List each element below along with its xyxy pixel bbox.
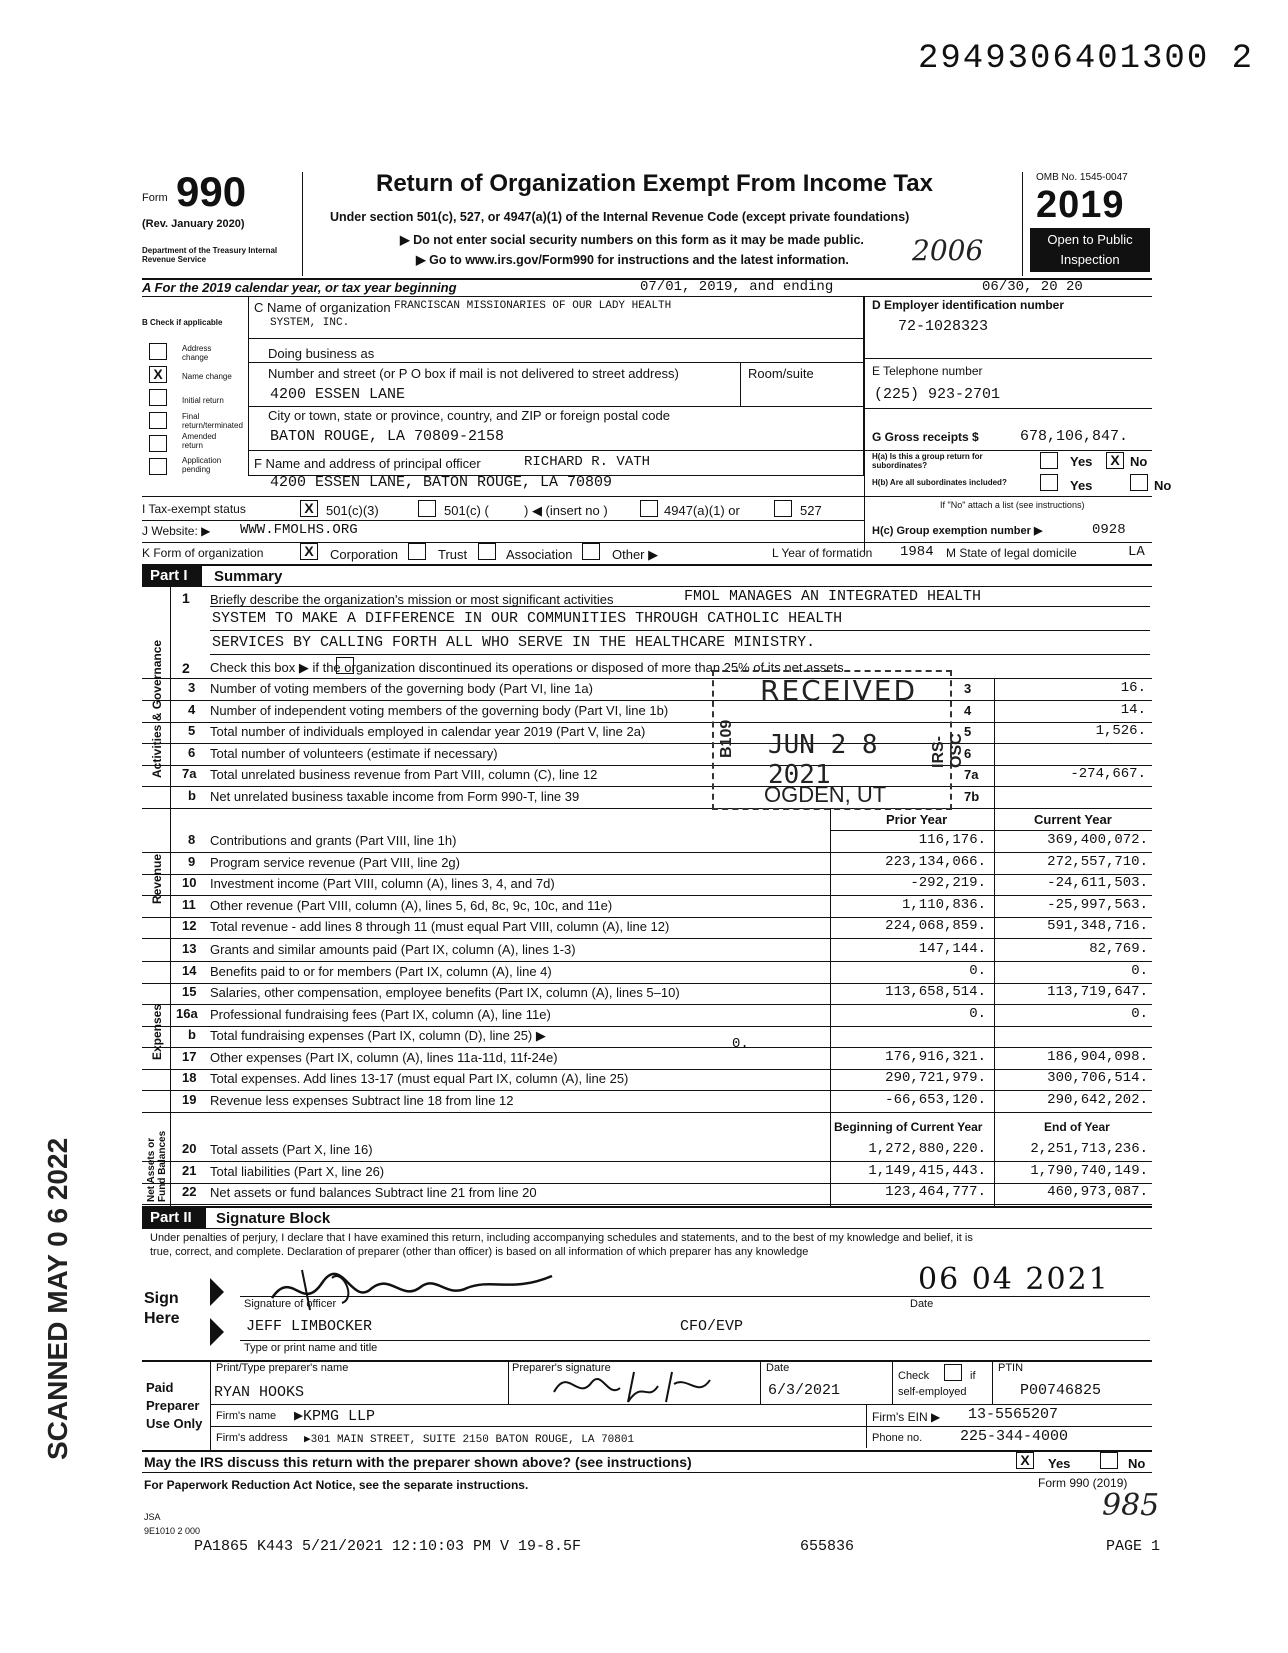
rev-current-value: 272,557,710. xyxy=(1047,853,1148,870)
rev-line-label: Investment income (Part VIII, column (A), lines 3, 4, and 7d) xyxy=(210,876,555,891)
gov-line-label: Total unrelated business revenue from Part VIII, column (C), line 12 xyxy=(210,767,598,782)
discontinued-checkbox[interactable] xyxy=(336,657,354,674)
exp-prior-value: 113,658,514. xyxy=(885,984,986,1000)
principal-officer-label: F Name and address of principal officer xyxy=(254,456,481,471)
firm-ein-value: 13-5565207 xyxy=(968,1406,1059,1423)
exp-line-label: Total expenses. Add lines 13-17 (must equal Part IX, column (A), line 25) xyxy=(210,1071,629,1086)
net-line-label: Net assets or fund balances Subtract line 21 from line 20 xyxy=(210,1185,537,1200)
sign-arrow-1 xyxy=(210,1278,224,1306)
year-formation-label: L Year of formation xyxy=(772,546,873,560)
gov-line-number: b xyxy=(188,787,196,803)
amended-return-label: Amended return xyxy=(182,432,217,450)
gov-line-label: Number of independent voting members of the governing body (Part VI, line 1b) xyxy=(210,702,669,718)
rev-prior-value: 1,110,836. xyxy=(901,896,986,913)
ein-value: 72-1028323 xyxy=(898,318,989,335)
rev-line-number: 9 xyxy=(188,853,196,869)
firm-name: ▶KPMG LLP xyxy=(294,1408,376,1425)
gross-receipts-label: G Gross receipts $ xyxy=(872,430,979,444)
irsosc-text: IRS-OSC xyxy=(930,733,965,768)
net-prior-value: 1,272,880,220. xyxy=(868,1141,986,1157)
website-value: WWW.FMOLHS.ORG xyxy=(240,522,358,538)
exp-current-value: 82,769. xyxy=(1089,941,1148,957)
hc-label: H(c) Group exemption number ▶ xyxy=(872,525,1043,537)
eoy-header: End of Year xyxy=(1044,1120,1110,1134)
corporation-label: Corporation xyxy=(330,547,398,562)
preparer-label: Preparer xyxy=(146,1398,200,1413)
rev-prior-value: 223,134,066. xyxy=(885,853,986,870)
rev-prior-value: -292,219. xyxy=(910,875,986,891)
exp-prior-value: 147,144. xyxy=(918,941,986,957)
net-line-number: 21 xyxy=(182,1162,197,1178)
check-label: Check xyxy=(898,1370,930,1382)
527-checkbox[interactable] xyxy=(774,500,792,517)
form-subtitle: Under section 501(c), 527, or 4947(a)(1) of the Internal Revenue Code (except private foundations) xyxy=(330,210,910,224)
net-line-label: Total assets (Part X, line 16) xyxy=(210,1142,373,1157)
gov-line-value: 1,526. xyxy=(1095,723,1146,739)
boy-header: Beginning of Current Year xyxy=(834,1120,983,1134)
exp-line-number: 16a xyxy=(176,1005,198,1021)
exp-line-number: 13 xyxy=(182,941,197,956)
final-return-checkbox[interactable] xyxy=(149,412,167,429)
officer-signature-drawing xyxy=(262,1258,562,1321)
side-activities-governance: Activities & Governance xyxy=(150,639,164,778)
dba-label: Doing business as xyxy=(268,346,375,361)
ha-no-label: No xyxy=(1130,454,1148,469)
use-only-label: Use Only xyxy=(146,1416,203,1431)
batch-number: 655836 xyxy=(800,1538,855,1555)
hb-no-label: No xyxy=(1154,478,1172,493)
line2-number: 2 xyxy=(182,660,190,676)
exp-line-label: Revenue less expenses Subtract line 18 from line 12 xyxy=(210,1092,514,1108)
part2-bar: Part II xyxy=(142,1208,206,1228)
open-to-public-badge xyxy=(1030,228,1150,272)
side-revenue: Revenue xyxy=(150,853,164,904)
application-pending-label: Application pending xyxy=(182,456,222,474)
fundraising-total-value: 0. xyxy=(732,1036,749,1052)
ha-yes-checkbox[interactable] xyxy=(1040,452,1058,469)
received-stamp xyxy=(712,670,965,810)
gov-line-number: 7a xyxy=(182,766,197,781)
sign-label: Sign xyxy=(144,1290,179,1307)
handwritten-985: 985 xyxy=(1102,1488,1160,1523)
other-checkbox[interactable] xyxy=(582,543,600,560)
address-change-checkbox[interactable] xyxy=(149,343,167,360)
exp-line-number: 18 xyxy=(182,1070,197,1085)
principal-officer-address: 4200 ESSEN LANE, BATON ROUGE, LA 70809 xyxy=(270,474,613,491)
rev-current-value: 591,348,716. xyxy=(1047,918,1148,934)
state-domicile-label: M State of legal domicile xyxy=(946,546,1077,560)
side-expenses: Expenses xyxy=(150,1003,164,1060)
gov-line-label: Net unrelated business taxable income from Form 990-T, line 39 xyxy=(210,788,580,804)
ogden-text: OGDEN, UT xyxy=(764,782,887,807)
check-applicable-label: B Check if applicable xyxy=(142,318,223,327)
jsa-label: JSA xyxy=(144,1512,161,1522)
line1-number: 1 xyxy=(182,590,190,606)
room-suite-label: Room/suite xyxy=(748,366,814,381)
rev-current-value: -24,611,503. xyxy=(1047,875,1148,891)
exp-line-number: b xyxy=(188,1027,196,1042)
org-form-label: K Form of organization xyxy=(142,546,264,560)
exp-line-label: Professional fundraising fees (Part IX, column (A), line 11e) xyxy=(210,1006,551,1022)
document-id: 2949306401300 2 xyxy=(918,40,1255,78)
preparer-date-label: Date xyxy=(766,1362,790,1374)
exp-prior-value: -66,653,120. xyxy=(885,1091,986,1108)
form-reference: Form 990 (2019) xyxy=(1038,1476,1128,1490)
exp-line-number: 14 xyxy=(182,962,197,978)
part2-title: Signature Block xyxy=(216,1210,331,1227)
hb-yes-checkbox[interactable] xyxy=(1040,474,1058,491)
open-line2: Inspection xyxy=(1060,252,1120,267)
hc-value: 0928 xyxy=(1092,522,1126,538)
rev-prior-value: 116,176. xyxy=(918,832,986,848)
ssn-notice: ▶ Do not enter social security numbers on this form as it may be made public. xyxy=(400,233,864,247)
sign-date-label: Date xyxy=(910,1298,934,1310)
line-a-label: A For the 2019 calendar year, or tax year beginning xyxy=(142,280,457,295)
gov-line-number: 4 xyxy=(188,701,196,717)
perjury-line2: true, correct, and complete. Declaration of preparer (other than officer) is based on all information of which preparer has any knowledge xyxy=(150,1246,809,1258)
exp-current-value: 186,904,098. xyxy=(1047,1048,1148,1065)
city-address: BATON ROUGE, LA 70809-2158 xyxy=(270,428,505,445)
scanned-stamp: SCANNED MAY 0 6 2022 xyxy=(42,1137,73,1460)
phone-label: Phone no. xyxy=(872,1432,923,1444)
principal-officer-name: RICHARD R. VATH xyxy=(524,454,651,470)
rev-prior-value: 224,068,859. xyxy=(885,918,986,934)
association-checkbox[interactable] xyxy=(478,543,496,560)
association-label: Association xyxy=(506,547,573,562)
paid-label: Paid xyxy=(146,1380,174,1395)
exp-current-value: 290,642,202. xyxy=(1047,1091,1148,1108)
exp-line-label: Benefits paid to or for members (Part IX, column (A), line 4) xyxy=(210,963,552,979)
501c-label: 501(c) ( xyxy=(444,503,489,518)
address-change-label: Address change xyxy=(182,344,212,362)
firm-ein-label: Firm's EIN ▶ xyxy=(872,1410,941,1424)
exp-prior-value: 176,916,321. xyxy=(885,1048,986,1065)
net-current-value: 460,973,087. xyxy=(1047,1184,1148,1200)
net-line-number: 20 xyxy=(182,1141,197,1156)
application-pending-checkbox[interactable] xyxy=(149,458,167,475)
corporation-checkbox[interactable]: X xyxy=(300,543,318,560)
tax-year-begin: 07/01, 2019, and ending xyxy=(640,279,834,295)
501c3-label: 501(c)(3) xyxy=(326,503,379,518)
gov-line-key: 7a xyxy=(964,767,979,782)
gov-line-key: 5 xyxy=(964,724,972,739)
rev-line-label: Program service revenue (Part VIII, line 2g) xyxy=(210,854,460,870)
preparer-signature-label: Preparer's signature xyxy=(512,1362,611,1374)
rev-line-label: Total revenue - add lines 8 through 11 (must equal Part VIII, column (A), line 12) xyxy=(210,919,670,934)
city-label: City or town, state or province, country, and ZIP or foreign postal code xyxy=(268,408,670,423)
firm-address-label: Firm's address xyxy=(216,1432,288,1444)
ptin-value: P00746825 xyxy=(1020,1382,1102,1399)
gov-line-key: 7b xyxy=(964,788,980,804)
hb-yes-label: Yes xyxy=(1070,478,1093,493)
signer-name: JEFF LIMBOCKER xyxy=(246,1318,373,1335)
name-change-checkbox[interactable]: X xyxy=(149,366,167,383)
org-name-line2: SYSTEM, INC. xyxy=(270,317,350,329)
discuss-question: May the IRS discuss this return with the preparer shown above? (see instructions) xyxy=(144,1454,692,1470)
exp-line-number: 17 xyxy=(182,1048,197,1064)
rev-line-label: Contributions and grants (Part VIII, line 1h) xyxy=(210,833,457,848)
received-date: JUN 2 8 2021 xyxy=(768,730,878,790)
rev-line-number: 10 xyxy=(182,875,197,890)
line1-label: Briefly describe the organization's mission or most significant activities xyxy=(210,592,614,607)
self-employed-checkbox[interactable] xyxy=(944,1364,962,1381)
exp-current-value: 0. xyxy=(1131,962,1148,979)
open-line1: Open to Public xyxy=(1047,232,1133,247)
line2-label: Check this box ▶ if the organization discontinued its operations or disposed of more than 25% of its net assets xyxy=(210,660,844,675)
exp-current-value: 0. xyxy=(1131,1005,1148,1022)
street-label: Number and street (or P O box if mail is not delivered to street address) xyxy=(268,366,679,381)
rev-line-number: 11 xyxy=(182,896,196,912)
b109-text: B109 xyxy=(718,719,735,758)
mission-line2: SYSTEM TO MAKE A DIFFERENCE IN OUR COMMUNITIES THROUGH CATHOLIC HEALTH xyxy=(212,610,843,627)
exp-prior-value: 290,721,979. xyxy=(885,1070,986,1086)
tax-exempt-label: I Tax-exempt status xyxy=(142,502,246,516)
part1-title: Summary xyxy=(214,568,283,585)
part1-bar: Part I xyxy=(142,566,202,586)
exp-current-value: 113,719,647. xyxy=(1047,984,1148,1000)
perjury-line1: Under penalties of perjury, I declare that I have examined this return, including accompanying schedules and statements, and to the best of my knowledge and belief, it is xyxy=(150,1232,973,1244)
net-line-number: 22 xyxy=(182,1184,197,1199)
initial-return-label: Initial return xyxy=(182,396,224,405)
initial-return-checkbox[interactable] xyxy=(149,389,167,406)
gov-line-key: 4 xyxy=(964,702,972,718)
gov-line-number: 6 xyxy=(188,744,196,760)
ha-yes-label: Yes xyxy=(1070,454,1093,469)
paperwork-notice: For Paperwork Reduction Act Notice, see the separate instructions. xyxy=(144,1478,529,1492)
gov-line-value: 14. xyxy=(1120,701,1146,718)
self-employed-label: self-employed xyxy=(898,1386,967,1398)
discuss-no-checkbox[interactable] xyxy=(1100,1452,1118,1469)
net-current-value: 1,790,740,149. xyxy=(1030,1162,1148,1179)
exp-prior-value: 0. xyxy=(969,962,986,979)
mission-line1: FMOL MANAGES AN INTEGRATED HEALTH xyxy=(684,588,982,605)
org-name-label: C Name of organization xyxy=(254,300,391,315)
gov-line-label: Total number of volunteers (estimate if necessary) xyxy=(210,745,498,761)
omb-number: OMB No. 1545-0047 xyxy=(1036,172,1128,183)
form-title: Return of Organization Exempt From Income Tax xyxy=(376,170,933,197)
ein-label: D Employer identification number xyxy=(872,298,1065,312)
org-name-line1: FRANCISCAN MISSIONARIES OF OUR LADY HEALTH xyxy=(394,300,672,312)
street-address: 4200 ESSEN LANE xyxy=(270,386,406,403)
telephone-label: E Telephone number xyxy=(872,364,983,378)
exp-current-value: 300,706,514. xyxy=(1047,1070,1148,1086)
exp-line-number: 15 xyxy=(182,984,197,999)
signer-title: CFO/EVP xyxy=(680,1318,744,1335)
hb-label: H(b) Are all subordinates included? xyxy=(872,478,1007,487)
501c3-checkbox[interactable]: X xyxy=(300,500,318,517)
trust-label: Trust xyxy=(438,547,468,562)
tax-year: 2019 xyxy=(1036,184,1125,226)
website-label: J Website: ▶ xyxy=(142,524,211,538)
final-return-label: Final return/terminated xyxy=(182,412,243,430)
jsa-code: 9E1010 2 000 xyxy=(144,1526,201,1536)
form-word: Form xyxy=(142,192,168,204)
form-revision: (Rev. January 2020) xyxy=(142,218,245,230)
gov-line-value: 16. xyxy=(1120,680,1146,696)
tax-year-end: 06/30, 20 20 xyxy=(982,279,1083,295)
state-domicile-value: LA xyxy=(1128,544,1145,560)
4947-label: 4947(a)(1) or xyxy=(664,503,740,518)
form-number: 990 xyxy=(176,168,247,215)
exp-line-label: Other expenses (Part IX, column (A), lines 11a-11d, 11f-24e) xyxy=(210,1049,558,1065)
firm-name-label: Firm's name xyxy=(216,1410,277,1422)
year-formation-value: 1984 xyxy=(900,544,934,560)
if-label: if xyxy=(970,1370,976,1382)
handwritten-2006: 2006 xyxy=(912,234,984,267)
gov-line-number: 3 xyxy=(188,680,196,695)
firm-address: ▶301 MAIN STREET, SUITE 2150 BATON ROUGE, LA 70801 xyxy=(304,1434,635,1446)
net-line-label: Total liabilities (Part X, line 26) xyxy=(210,1163,385,1179)
discuss-yes-label: Yes xyxy=(1048,1456,1071,1471)
preparer-name-label: Print/Type preparer's name xyxy=(216,1362,349,1374)
gov-line-label: Number of voting members of the governing body (Part VI, line 1a) xyxy=(210,681,593,696)
page-number: PAGE 1 xyxy=(1106,1538,1161,1555)
hb-note: If "No" attach a list (see instructions) xyxy=(940,500,1085,510)
net-prior-value: 1,149,415,443. xyxy=(868,1162,986,1179)
4947-checkbox[interactable] xyxy=(640,500,658,517)
527-label: 527 xyxy=(800,503,822,518)
exp-prior-value: 0. xyxy=(969,1005,986,1022)
received-text: RECEIVED xyxy=(760,674,918,707)
prior-year-header: Prior Year xyxy=(886,812,948,827)
ha-no-checkbox[interactable]: X xyxy=(1106,452,1124,469)
hb-no-checkbox[interactable] xyxy=(1130,474,1148,491)
exp-line-number: 19 xyxy=(182,1091,197,1107)
preparer-phone: 225-344-4000 xyxy=(960,1428,1069,1445)
type-name-label: Type or print name and title xyxy=(244,1342,378,1354)
preparer-date: 6/3/2021 xyxy=(768,1382,841,1399)
net-current-value: 2,251,713,236. xyxy=(1030,1141,1148,1157)
rev-line-number: 12 xyxy=(182,918,197,933)
exp-line-label: Salaries, other compensation, employee benefits (Part IX, column (A), lines 5–10) xyxy=(210,985,680,1000)
exp-line-label: Total fundraising expenses (Part IX, column (D), line 25) ▶ xyxy=(210,1028,546,1043)
preparer-signature-drawing xyxy=(548,1362,718,1409)
sign-arrow-2 xyxy=(210,1318,224,1346)
trust-checkbox[interactable] xyxy=(408,543,426,560)
preparer-name: RYAN HOOKS xyxy=(214,1384,305,1401)
501c-insert-label: ) ◀ (insert no ) xyxy=(524,503,608,518)
side-net-assets: Net Assets or Fund Balances xyxy=(146,1130,168,1202)
exp-line-label: Grants and similar amounts paid (Part IX, column (A), lines 1-3) xyxy=(210,942,576,957)
ptin-label: PTIN xyxy=(998,1362,1024,1374)
current-year-header: Current Year xyxy=(1034,812,1112,827)
treasury-department: Department of the Treasury Internal Revenue Service xyxy=(142,246,278,264)
other-label: Other ▶ xyxy=(612,547,659,562)
501c-checkbox[interactable] xyxy=(418,500,436,517)
instructions-notice: ▶ Go to www.irs.gov/Form990 for instructions and the latest information. xyxy=(416,253,849,267)
mission-line3: SERVICES BY CALLING FORTH ALL WHO SERVE IN THE HEALTHCARE MINISTRY. xyxy=(212,634,816,651)
amended-return-checkbox[interactable] xyxy=(149,435,167,452)
gov-line-label: Total number of individuals employed in calendar year 2019 (Part V, line 2a) xyxy=(210,724,646,739)
officer-signature-label: Signature of officer xyxy=(244,1298,337,1310)
gov-line-number: 5 xyxy=(188,723,196,738)
rev-line-label: Other revenue (Part VIII, column (A), lines 5, 6d, 8c, 9c, 10c, and 11e) xyxy=(210,897,613,913)
gov-line-value: -274,667. xyxy=(1070,766,1146,782)
net-prior-value: 123,464,777. xyxy=(885,1184,986,1200)
telephone-value: (225) 923-2701 xyxy=(874,386,1001,403)
discuss-yes-checkbox[interactable]: X xyxy=(1016,1452,1034,1469)
preparer-handwritten-signature-icon xyxy=(548,1362,718,1406)
ha-label: H(a) Is this a group return for subordinates? xyxy=(872,452,983,470)
print-info: PA1865 K443 5/21/2021 12:10:03 PM V 19-8.5F xyxy=(194,1538,582,1555)
rev-line-number: 8 xyxy=(188,832,196,847)
here-label: Here xyxy=(144,1310,180,1327)
name-change-label: Name change xyxy=(182,372,232,381)
rev-current-value: 369,400,072. xyxy=(1047,832,1148,848)
gov-line-key: 3 xyxy=(964,681,972,696)
discuss-no-label: No xyxy=(1128,1456,1146,1471)
sign-date-handwritten: 06 04 2021 xyxy=(918,1262,1110,1297)
gross-receipts-value: 678,106,847. xyxy=(1020,428,1129,445)
rev-current-value: -25,997,563. xyxy=(1047,896,1148,913)
gov-line-key: 6 xyxy=(964,745,972,761)
